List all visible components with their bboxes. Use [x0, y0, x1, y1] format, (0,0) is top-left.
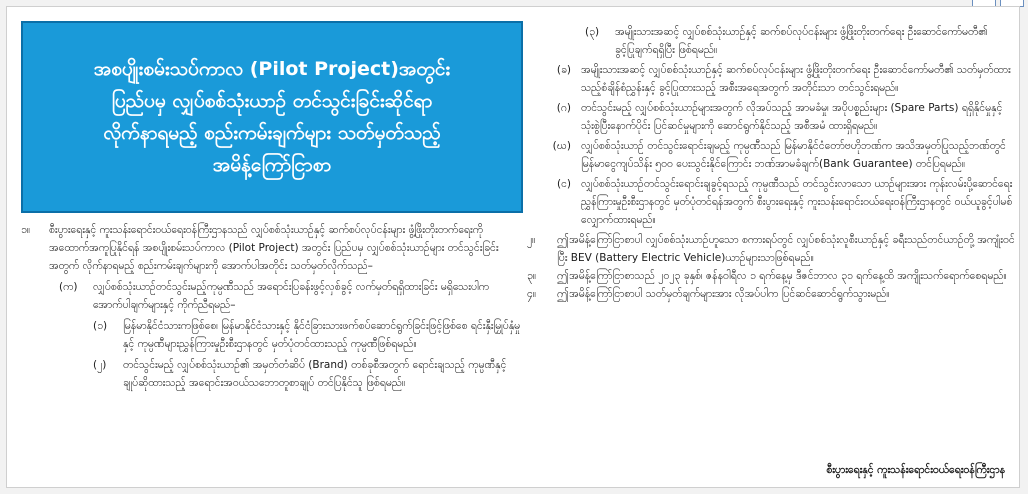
clause-text: လျှပ်စစ်သုံးယာဉ်တင်သွင်းရောင်းချခွင့်ရသည့် ကုမ္ပဏီသည် တင်သွင်းလာသော ယာဉ်များအား ကုန်းလမ်းပို့ဆောင်ရေးညွှန်ကြားမှုဦးစီးဌာနတွင် မှတ်ပုံတင်ရန်အတွက် စီးပွားရေးနှင့် ကူးသန်းရောင်းဝယ်ရေးဝန်ကြီးဌာနတွင် ဝယ်ယူခွင့်ပါမစ် လျှောက်ထားရမည်။: [581, 178, 1013, 226]
paragraph-number: ၄။: [527, 288, 537, 300]
clause-ka: [21, 278, 521, 314]
banner-line-4: အမိန့်ကြော်ငြာစာ: [212, 154, 332, 176]
clause-kha: [527, 61, 1015, 97]
paragraph-number: ၃။: [527, 270, 537, 282]
subclause-number: (၃): [585, 26, 600, 38]
subclause-number: (၂): [93, 359, 107, 371]
subclause-text: အမျိုးသားအဆင့် လျှပ်စစ်သုံးယာဉ်နှင့် ဆက်စပ်လုပ်ငန်းများ ဖွံ့ဖြိုးတိုးတက်ရေး ဦးဆောင်ကော်မတီ၏ ခွင့်ပြုချက်ရရှိပြီး ဖြစ်ရမည်။: [615, 26, 988, 56]
subclause-3: [527, 23, 1015, 59]
clause-ga: [527, 99, 1015, 135]
announcement-document: [6, 6, 1020, 488]
banner-line-2: ပြည်ပမှ လျှပ်စစ်သုံးယာဉ် တင်သွင်းခြင်းဆိုင်ရာ: [111, 90, 433, 112]
clause-text: တင်သွင်းမည့် လျှပ်စစ်သုံးယာဉ်များအတွက် လိုအပ်သည့် အာမခံမှု၊ အပိုပစ္စည်းများ (Spare Parts) ရရှိနိုင်မှုနှင့် သုံးစွဲပြီးနောက်ပိုင်း ပြင်ဆင်မှုများကို ဆောင်ရွက်နိုင်သည့် အစီအမံ ထားရှိရမည်။: [581, 102, 1003, 132]
left-column: [21, 221, 521, 392]
clause-number: (င): [556, 178, 571, 190]
subclause-text: တင်သွင်းမည့် လျှပ်စစ်သုံးယာဉ်၏ အမှတ်တံဆိပ် (Brand) တစ်ခုစီအတွက် ရောင်းချသည့် ကုမ္ပဏီနှင့် ချုပ်ဆိုထားသည့် အရောင်းအဝယ်သဘောတူစာချုပ် တင်ပြနိုင်သူ ဖြစ်ရမည်။: [123, 359, 507, 389]
clause-number: (ခ): [556, 64, 571, 76]
paragraph-3: [527, 267, 1015, 285]
paragraph-number: ၁။: [21, 224, 31, 236]
banner-line-1: အစပျိုးစမ်းသပ်ကာလ (Pilot Project)အတွင်း: [93, 58, 451, 80]
clause-number: (ဂ): [556, 102, 571, 114]
paragraph-2: [527, 231, 1015, 267]
paragraph-4: [527, 285, 1015, 303]
subclause-number: (၁): [93, 320, 108, 332]
paragraph-text: ဤအမိန့်ကြော်ငြာစာပါ လျှပ်စစ်သုံးယာဉ်ဟူသော စကားရပ်တွင် လျှပ်စစ်သုံးလူစီးယာဉ်နှင့် ခရီးသည်တင်ယာဉ်တို့ အကျုံးဝင်ပြီး BEV (Battery Electric Vehicle)ယာဉ်များသာဖြစ်ရမည်။: [557, 234, 1015, 264]
clause-text: လျှပ်စစ်သုံးယာဉ်တင်သွင်းမည့်ကုမ္ပဏီသည် အရောင်းပြခန်းဖွင့်လှစ်ခွင့် လက်မှတ်ရရှိထားခြင်း မရှိသေးပါက အောက်ပါချက်များနှင့် ကိုက်ညီရမည်–: [93, 281, 490, 311]
paragraph-text: စီးပွားရေးနှင့် ကူးသန်းရောင်းဝယ်ရေးဝန်ကြီးဌာနသည် လျှပ်စစ်သုံးယာဉ်နှင့် ဆက်စပ်လုပ်ငန်းများ ဖွံ့ဖြိုးတိုးတက်ရေးကို အထောက်အကူပြုနိုင်ရန် အစပျိုးစမ်းသပ်ကာလ (Pilot Project) အတွင်း ပြည်ပမှ လျှပ်စစ်သုံးယာဉ်များ တင်သွင်းခြင်းအတွက် လိုက်နာရမည့် စည်းကမ်းချက်များကို အောက်ပါအတိုင်း သတ်မှတ်လိုက်သည်–: [49, 224, 499, 272]
title-banner: [21, 21, 523, 213]
banner-line-3: လိုက်နာရမည့် စည်းကမ်းချက်များ သတ်မှတ်သည့်: [103, 122, 441, 144]
paragraph-number: ၂။: [527, 234, 536, 246]
clause-gha: [527, 137, 1015, 173]
paragraph-text: ဤအမိန့်ကြော်ငြာစာပါ သတ်မှတ်ချက်များအား လိုအပ်ပါက ပြင်ဆင်ဆောင်ရွက်သွားမည်။: [557, 288, 890, 300]
subclause-2: [21, 356, 521, 392]
issuing-ministry-signature: စီးပွားရေးနှင့် ကူးသန်းရောင်းဝယ်ရေးဝန်ကြီးဌာန: [826, 464, 1005, 476]
clause-number: (ဃ): [552, 140, 571, 152]
right-column: [527, 23, 1015, 303]
clause-text: အမျိုးသားအဆင့် လျှပ်စစ်သုံးယာဉ်နှင့် ဆက်စပ်လုပ်ငန်းများ ဖွံ့ဖြိုးတိုးတက်ရေး ဦးဆောင်ကော်မတီ၏ သတ်မှတ်ထားသည့်စံချိန်စံညွှန်းနှင့် ခွင့်ပြုထားသည့် အစီးအရေအတွက် အတိုင်းသာ တင်သွင်းရမည်။: [581, 64, 1011, 94]
subclause-text: မြန်မာနိုင်ငံသားကဖြစ်စေ၊ မြန်မာနိုင်ငံသားနှင့် နိုင်ငံခြားသားဖက်စပ်ဆောင်ရွက်ခြင်းဖြင့်ဖြစ်စေ ရင်းနှီးမြှုပ်နှံမှုနှင့် ကုမ္ပဏီများညွှန်ကြားမှုဦးစီးဌာနတွင် မှတ်ပုံတင်ထားသည့် ကုမ္ပဏီဖြစ်ရမည်။: [123, 320, 521, 350]
subclause-1: [21, 317, 521, 353]
paragraph-text: ဤအမိန့်ကြော်ငြာစာသည် ၂၀၂၃ ခုနှစ်၊ ဇန်နဝါရီလ ၁ ရက်နေ့မှ ဒီဇင်ဘာလ ၃၁ ရက်နေ့ထိ အကျိုးသက်ရောက်စေရမည်။: [557, 270, 1007, 282]
clause-nga: [527, 175, 1015, 229]
paragraph-1: [21, 221, 521, 275]
clause-number: (က): [59, 281, 78, 293]
clause-text: လျှပ်စစ်သုံးယာဉ် တင်သွင်းရောင်းချမည့် ကုမ္ပဏီသည် မြန်မာနိုင်ငံတော်ဗဟိုဘဏ်က အသိအမှတ်ပြုသည့်ဘဏ်တွင် မြန်မာငွေကျပ်သိန်း ၅၀၀ ပေးသွင်းနိုင်ကြောင်း ဘဏ်အာမခံချက်(Bank Guarantee) တင်ပြရမည်။: [581, 140, 1006, 170]
